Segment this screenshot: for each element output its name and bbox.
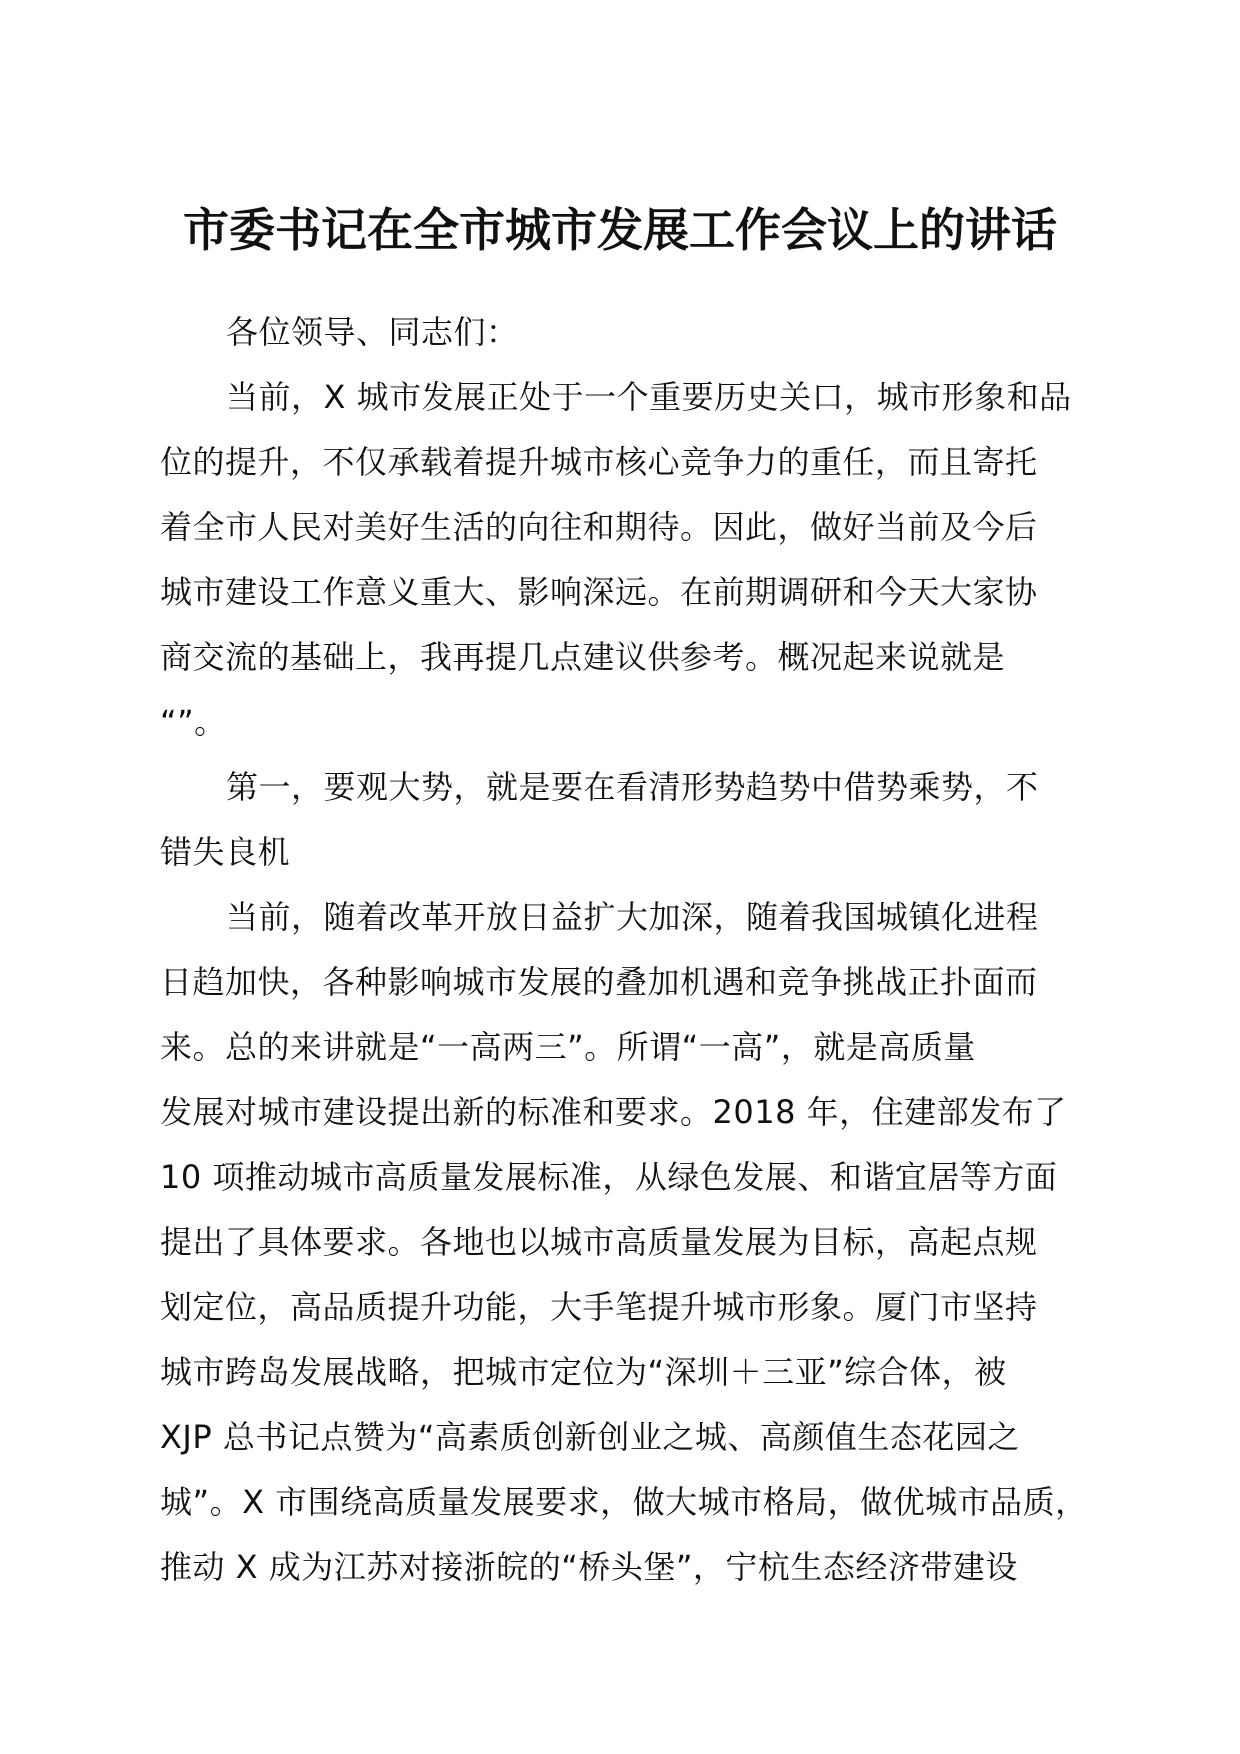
body-line: 第一，要观大势，就是要在看清形势趋势中借势乘势，不 — [226, 768, 1039, 806]
body-line: 来。总的来讲就是“一高两三”。所谓“一高”，就是高质量 — [160, 1028, 976, 1066]
body-line: 日趋加快，各种影响城市发展的叠加机遇和竞争挑战正扑面而 — [160, 963, 1038, 1001]
body-line: 发展对城市建设提出新的标准和要求。2018 年，住建部发布了 — [160, 1093, 1067, 1131]
body-line: 当前，X 城市发展正处于一个重要历史关口，城市形象和品 — [226, 378, 1072, 416]
body-line: “”。 — [160, 703, 227, 741]
body-line: 商交流的基础上，我再提几点建议供参考。概况起来说就是 — [160, 638, 1006, 676]
document-body — [160, 300, 1100, 1600]
body-line: 各位领导、同志们： — [226, 313, 519, 351]
body-line: 城市建设工作意义重大、影响深远。在前期调研和今天大家协 — [160, 573, 1038, 611]
body-line: 划定位，高品质提升功能，大手笔提升城市形象。厦门市坚持 — [160, 1288, 1038, 1326]
body-line: 城市跨岛发展战略，把城市定位为“深圳＋三亚”综合体，被 — [160, 1353, 1007, 1391]
body-line: 当前，随着改革开放日益扩大加深，随着我国城镇化进程 — [226, 898, 1039, 936]
body-line: 推动 X 成为江苏对接浙皖的“桥头堡”，宁杭生态经济带建设 — [160, 1548, 1018, 1586]
body-line: 提出了具体要求。各地也以城市高质量发展为目标，高起点规 — [160, 1223, 1038, 1261]
body-line: 错失良机 — [160, 833, 291, 871]
body-line: 城”。X 市围绕高质量发展要求，做大城市格局，做优城市品质， — [160, 1483, 1088, 1521]
document-title: 市委书记在全市城市发展工作会议上的讲话 — [183, 203, 1057, 257]
body-line: XJP 总书记点赞为“高素质创新创业之城、高颜值生态花园之 — [160, 1418, 1020, 1456]
body-line: 10 项推动城市高质量发展标准，从绿色发展、和谐宜居等方面 — [160, 1158, 1058, 1196]
body-line: 位的提升，不仅承载着提升城市核心竞争力的重任，而且寄托 — [160, 443, 1038, 481]
body-line: 着全市人民对美好生活的向往和期待。因此，做好当前及今后 — [160, 508, 1038, 546]
